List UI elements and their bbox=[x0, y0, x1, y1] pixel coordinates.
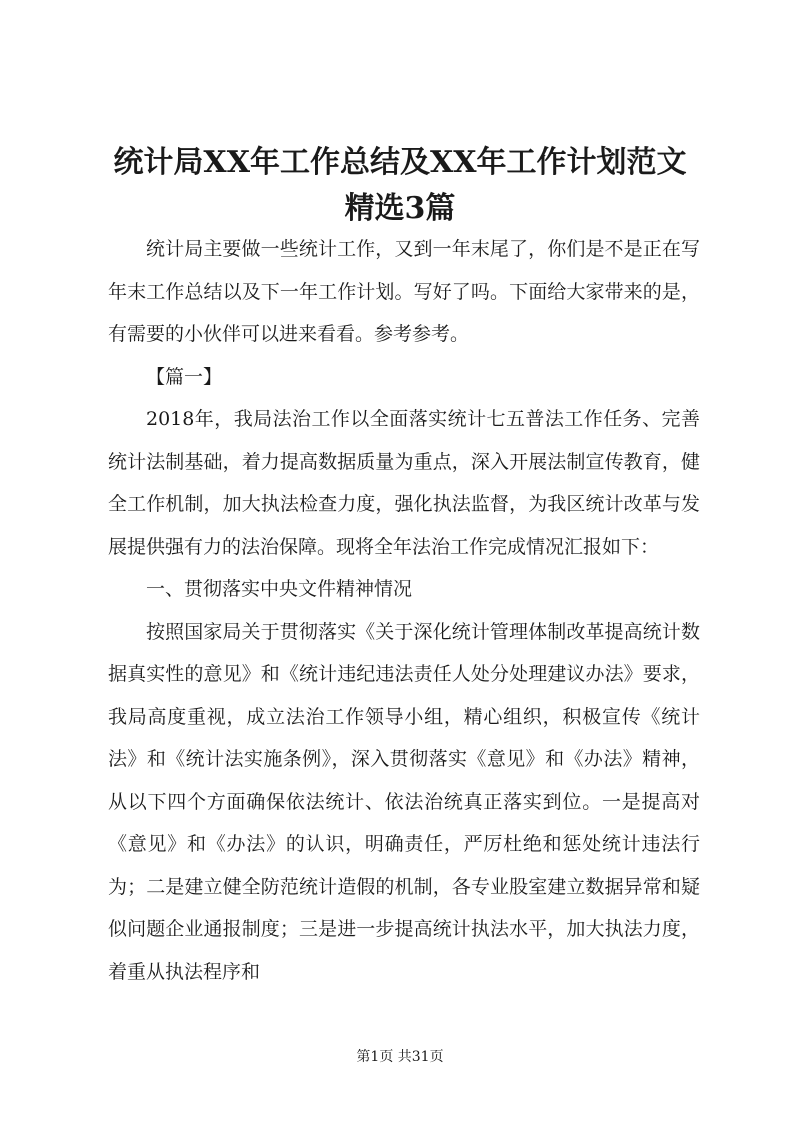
page-footer: 第1页 共31页 bbox=[356, 1049, 444, 1065]
paragraph-summary: 2018年，我局法治工作以全面落实统计七五普法工作任务、完善统计法制基础，着力提高数据质量为重点，深入开展法制宣传教育，健全工作机制，加大执法检查力度，强化执法监督，为我区统计改革与发展提供强有力的法治保障。现将全年法治工作完成情况汇报如下： bbox=[108, 408, 700, 558]
document-title: 统计局XX年工作总结及XX年工作计划范文精选3篇 bbox=[113, 145, 687, 226]
paragraph-implementation: 按照国家局关于贯彻落实《关于深化统计管理体制改革提高统计数据真实性的意见》和《统计违纪违法责任人处分处理建议办法》要求，我局高度重视，成立法治工作领导小组，精心组织，积极宣传《统计法》和《统计法实施条例》，深入贯彻落实《意见》和《办法》精神，从以下四个方面确保依法统计、依法治统真正落实到位。一是提高对《意见》和《办法》的认识，明确责任，严厉杜绝和惩处统计违法行为；二是建立健全防范统计造假的机制，各专业股室建立数据异常和疑似问题企业通报制度；三是进一步提高统计执法水平，加大执法力度，着重从执法程序和 bbox=[108, 620, 700, 983]
section-heading-part-one: 【篇一】 bbox=[146, 365, 223, 388]
paragraph-intro: 统计局主要做一些统计工作，又到一年末尾了，你们是不是正在写年末工作总结以及下一年工作计划。写好了吗。下面给大家带来的是，有需要的小伙伴可以进来看看。参考参考。 bbox=[108, 238, 700, 345]
subheading-section-one: 一、贯彻落实中央文件精神情况 bbox=[146, 578, 413, 600]
document-body bbox=[108, 228, 700, 993]
